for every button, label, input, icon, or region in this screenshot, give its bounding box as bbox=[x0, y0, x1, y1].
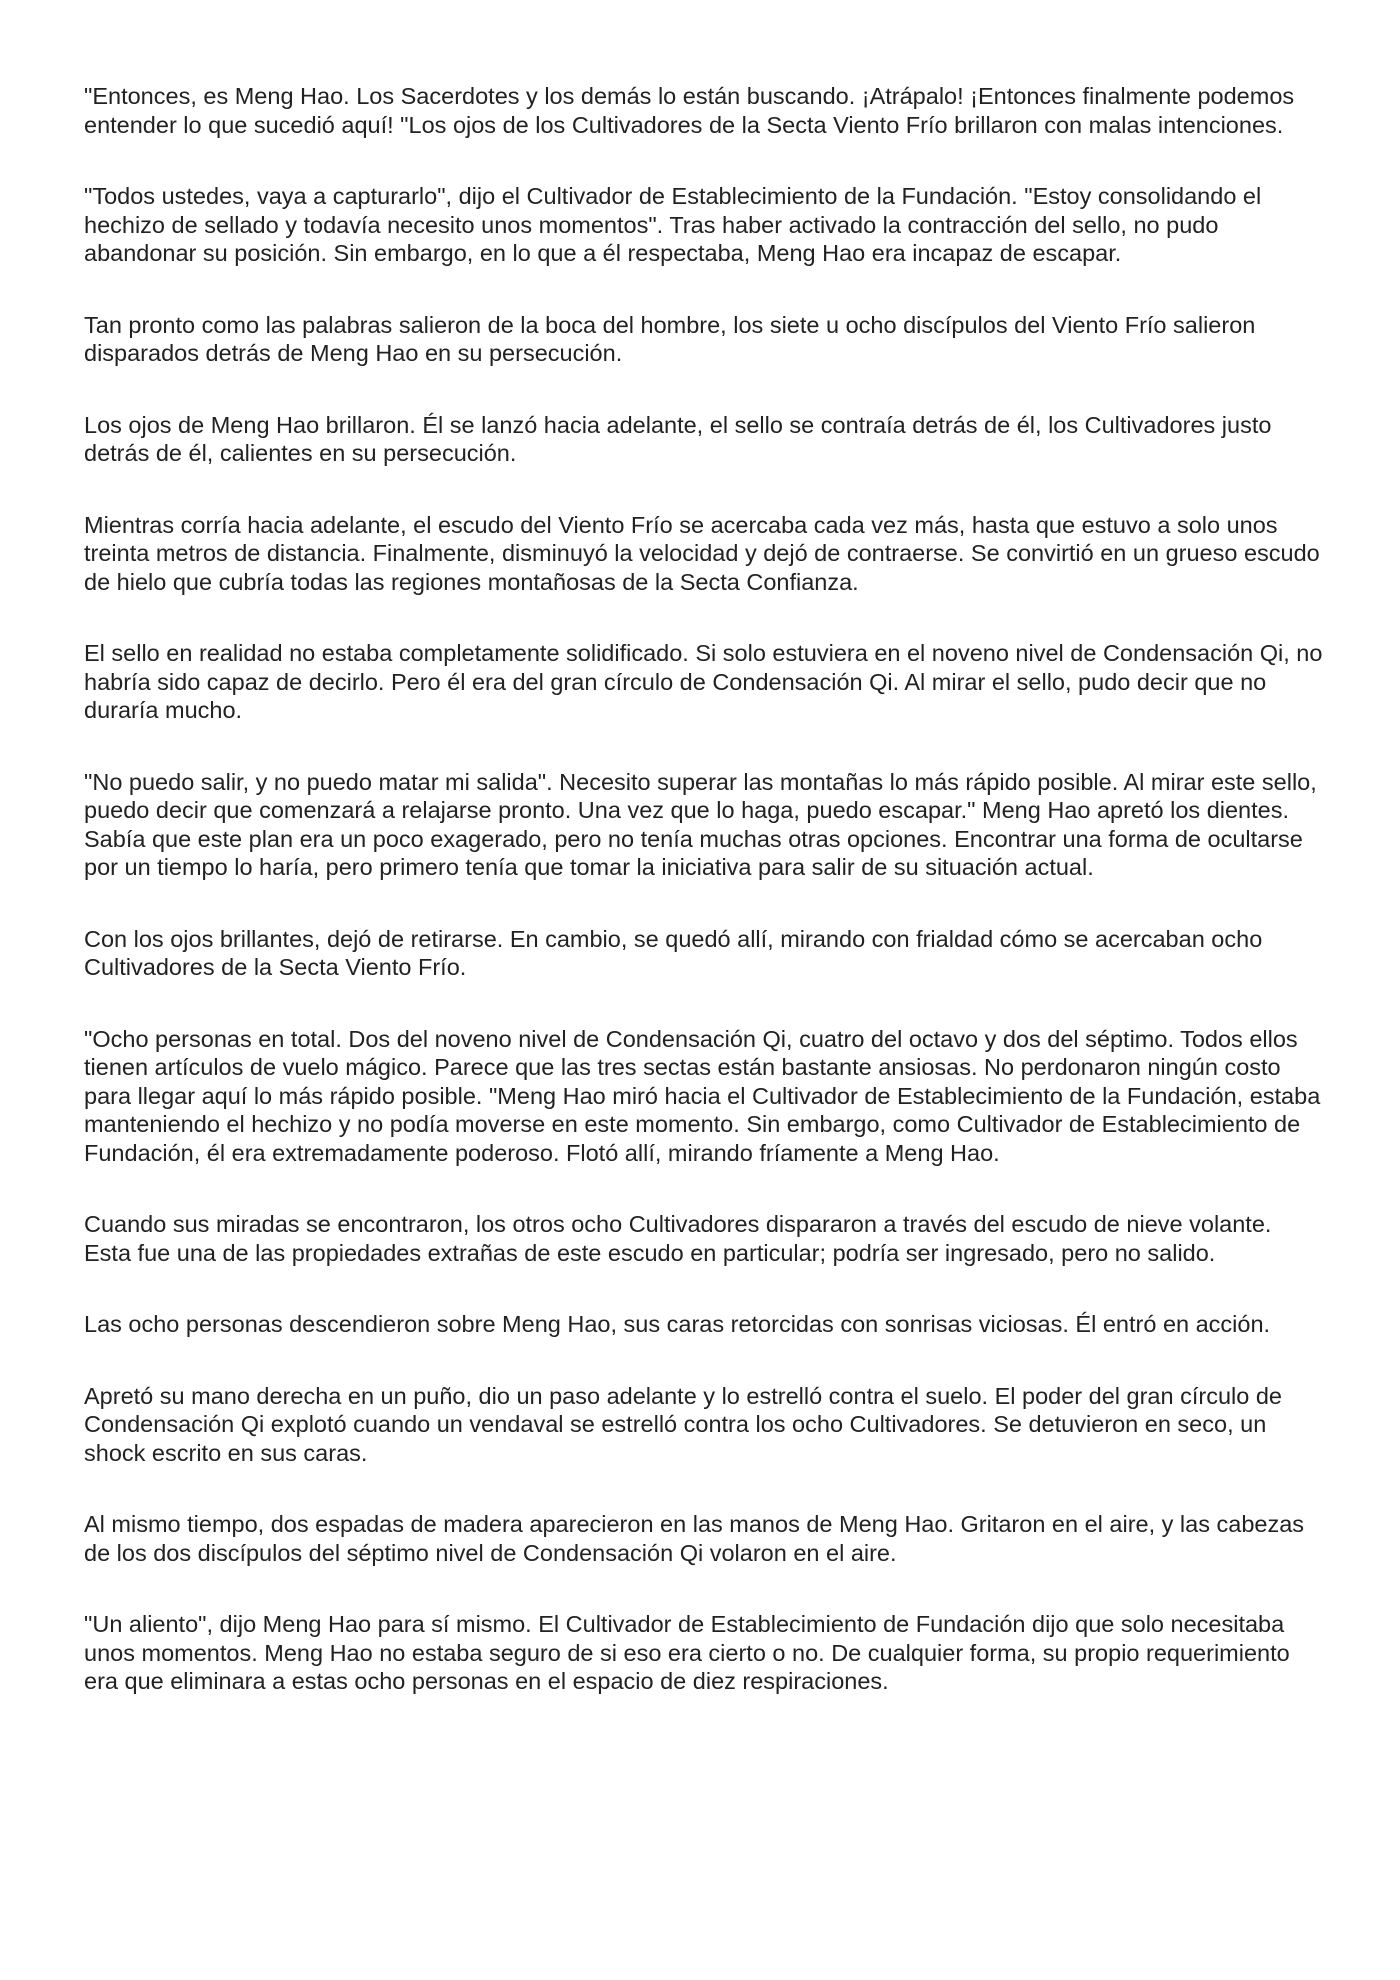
paragraph: El sello en realidad no estaba completamente solidificado. Si solo estuviera en el noveno nivel de Condensación Qi, no habría sido capaz de decirlo. Pero él era del gran círculo de Condensación Qi. Al mirar el sello, pudo decir que no duraría mucho. bbox=[84, 640, 1323, 723]
paragraph: Los ojos de Meng Hao brillaron. Él se lanzó hacia adelante, el sello se contraía detrás de él, los Cultivadores justo detrás de él, calientes en su persecución. bbox=[84, 411, 1272, 466]
paragraph: "Todos ustedes, vaya a capturarlo", dijo el Cultivador de Establecimiento de la Fundación. "Estoy consolidando el hechizo de sellado y todavía necesito unos momentos". Tras haber activado la contracción del sello, no pudo abandonar su posición. Sin embargo, en lo que a él respectaba, Meng Hao era incapaz de escapar. bbox=[84, 183, 1262, 266]
paragraph: Las ocho personas descendieron sobre Meng Hao, sus caras retorcidas con sonrisas viciosas. Él entró en acción. bbox=[84, 1311, 1271, 1337]
paragraph: Mientras corría hacia adelante, el escudo del Viento Frío se acercaba cada vez más, hasta que estuvo a solo unos treinta metros de distancia. Finalmente, disminuyó la velocidad y dejó de contraerse. Se convirtió en un grueso escudo de hielo que cubría todas las regiones montañosas de la Secta Confianza. bbox=[84, 511, 1320, 595]
paragraph: Cuando sus miradas se encontraron, los otros ocho Cultivadores dispararon a través del escudo de nieve volante. Esta fue una de las propiedades extrañas de este escudo en particular; podría ser ingresado, pero no salido. bbox=[84, 1211, 1272, 1266]
paragraph: Al mismo tiempo, dos espadas de madera aparecieron en las manos de Meng Hao. Gritaron en el aire, y las cabezas de los dos discípulos del séptimo nivel de Condensación Qi volaron en el aire. bbox=[84, 1511, 1305, 1566]
paragraph: "Un aliento", dijo Meng Hao para sí mismo. El Cultivador de Establecimiento de Fundación dijo que solo necesitaba unos momentos. Meng Hao no estaba seguro de si eso era cierto o no. De cualquier forma, su propio requerimiento era que eliminara a estas ocho personas en el espacio de diez respiraciones. bbox=[84, 1611, 1290, 1694]
paragraph: Con los ojos brillantes, dejó de retirarse. En cambio, se quedó allí, mirando con frialdad cómo se acercaban ocho Cultivadores de la Secta Viento Frío. bbox=[84, 925, 1263, 980]
paragraph: "Ocho personas en total. Dos del noveno nivel de Condensación Qi, cuatro del octavo y dos del séptimo. Todos ellos tienen artículos de vuelo mágico. Parece que las tres sectas están bastante ansiosas. No perdonaron ningún costo para llegar aquí lo más rápido posible. "Meng Hao miró hacia el Cultivador de Establecimiento de la Fundación, estaba manteniendo el hechizo y no podía moverse en este momento. Sin embargo, como Cultivador de Establecimiento de Fundación, él era extremadamente poderoso. Flotó allí, mirando fríamente a Meng Hao. bbox=[84, 1025, 1321, 1166]
paragraph: Apretó su mano derecha en un puño, dio un paso adelante y lo estrelló contra el suelo. El poder del gran círculo de Condensación Qi explotó cuando un vendaval se estrelló contra los ocho Cultivadores. Se detuvieron en seco, un shock escrito en sus caras. bbox=[84, 1382, 1282, 1466]
paragraph: Tan pronto como las palabras salieron de la boca del hombre, los siete u ocho discípulos del Viento Frío salieron disparados detrás de Meng Hao en su persecución. bbox=[84, 311, 1256, 366]
paragraph: "Entonces, es Meng Hao. Los Sacerdotes y los demás lo están buscando. ¡Atrápalo! ¡Entonces finalmente podemos entender lo que sucedió aquí! "Los ojos de los Cultivadores de la Secta Viento Frío brillaron con malas intenciones. bbox=[84, 83, 1295, 138]
paragraph: "No puedo salir, y no puedo matar mi salida". Necesito superar las montañas lo más rápido posible. Al mirar este sello, puedo decir que comenzará a relajarse pronto. Una vez que lo haga, puedo escapar." Meng Hao apretó los dientes. Sabía que este plan era un poco exagerado, pero no tenía muchas otras opciones. Encontrar una forma de ocultarse por un tiempo lo haría, pero primero tenía que tomar la iniciativa para salir de su situación actual. bbox=[84, 768, 1317, 880]
